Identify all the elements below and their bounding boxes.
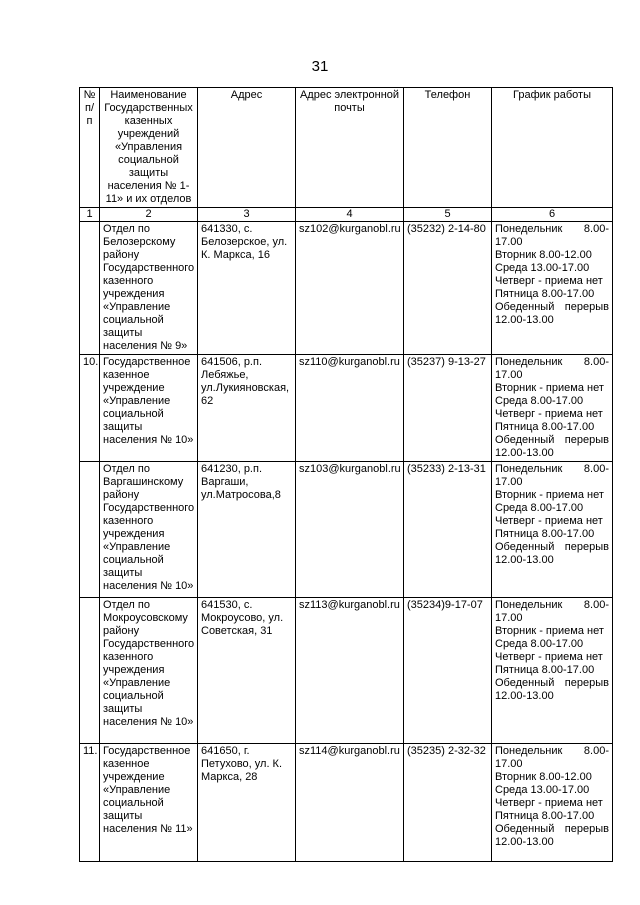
institution-phone: (35232) 2-14-80 bbox=[404, 222, 492, 355]
column-number: 2 bbox=[100, 208, 198, 222]
schedule-line: Пятница 8.00-17.00 bbox=[495, 288, 595, 300]
work-schedule bbox=[492, 355, 613, 462]
schedule-line: Пятница 8.00-17.00 bbox=[495, 664, 595, 676]
institution-email: sz113@kurganobl.ru bbox=[296, 598, 404, 744]
work-schedule bbox=[492, 222, 613, 355]
schedule-line: Обеденный перерыв 12.00-13.00 bbox=[495, 434, 609, 459]
institution-address: 641650, г. Петухово, ул. К. Маркса, 28 bbox=[198, 744, 296, 862]
header-schedule: График работы bbox=[492, 88, 613, 208]
schedule-line: Среда 8.00-17.00 bbox=[495, 395, 584, 407]
institution-address: 641530, с. Мокроусово, ул. Советская, 31 bbox=[198, 598, 296, 744]
institution-name: Государственное казенное учреждение «Управление социальной защиты населения № 10» bbox=[100, 355, 198, 462]
schedule-line: Обеденный перерыв 12.00-13.00 bbox=[495, 677, 609, 702]
institution-email: sz110@kurganobl.ru bbox=[296, 355, 404, 462]
institution-phone: (35235) 2-32-32 bbox=[404, 744, 492, 862]
schedule-line: Понедельник 8.00-17.00 bbox=[495, 745, 609, 770]
row-number bbox=[80, 598, 100, 744]
table-row bbox=[80, 355, 613, 462]
schedule-line: Пятница 8.00-17.00 bbox=[495, 421, 595, 433]
header-number: № п/п bbox=[80, 88, 100, 208]
schedule-line: Вторник - приема нет bbox=[495, 625, 604, 637]
schedule-line: Вторник 8.00-12.00 bbox=[495, 249, 592, 261]
institution-name: Государственное казенное учреждение «Управление социальной защиты населения № 11» bbox=[100, 744, 198, 862]
table-row bbox=[80, 462, 613, 598]
header-email: Адрес электронной почты bbox=[296, 88, 404, 208]
work-schedule bbox=[492, 744, 613, 862]
schedule-line: Пятница 8.00-17.00 bbox=[495, 810, 595, 822]
institution-name: Отдел по Варгашинскому району Государственного казенного учреждения «Управление социальной защиты населения № 10» bbox=[100, 462, 198, 598]
row-number bbox=[80, 462, 100, 598]
schedule-line: Четверг - приема нет bbox=[495, 515, 603, 527]
schedule-line: Четверг - приема нет bbox=[495, 651, 603, 663]
schedule-line: Пятница 8.00-17.00 bbox=[495, 528, 595, 540]
institution-phone: (35234)9-17-07 bbox=[404, 598, 492, 744]
institution-name: Отдел по Мокроусовскому району Государственного казенного учреждения «Управление социальной защиты населения № 10» bbox=[100, 598, 198, 744]
institution-address: 641506, р.п. Лебяжье, ул.Лукияновская, 62 bbox=[198, 355, 296, 462]
schedule-line: Четверг - приема нет bbox=[495, 797, 603, 809]
column-number: 3 bbox=[198, 208, 296, 222]
table-row bbox=[80, 598, 613, 744]
schedule-line: Среда 13.00-17.00 bbox=[495, 262, 590, 274]
work-schedule bbox=[492, 462, 613, 598]
column-number: 4 bbox=[296, 208, 404, 222]
column-number: 5 bbox=[404, 208, 492, 222]
schedule-line: Обеденный перерыв 12.00-13.00 bbox=[495, 823, 609, 848]
schedule-line: Обеденный перерыв 12.00-13.00 bbox=[495, 301, 609, 326]
row-number: 11. bbox=[80, 744, 100, 862]
schedule-line: Вторник - приема нет bbox=[495, 382, 604, 394]
institution-email: sz114@kurganobl.ru bbox=[296, 744, 404, 862]
schedule-line: Четверг - приема нет bbox=[495, 408, 603, 420]
institution-email: sz103@kurganobl.ru bbox=[296, 462, 404, 598]
column-number: 1 bbox=[80, 208, 100, 222]
header-phone: Телефон bbox=[404, 88, 492, 208]
institution-address: 641330, с. Белозерское, ул. К. Маркса, 16 bbox=[198, 222, 296, 355]
page-number: 31 bbox=[311, 58, 329, 75]
schedule-line: Среда 8.00-17.00 bbox=[495, 502, 584, 514]
institutions-table bbox=[79, 87, 613, 862]
table-row bbox=[80, 744, 613, 862]
schedule-line: Понедельник 8.00-17.00 bbox=[495, 463, 609, 488]
schedule-line: Вторник - приема нет bbox=[495, 489, 604, 501]
column-number: 6 bbox=[492, 208, 613, 222]
institution-address: 641230, р.п. Варгаши, ул.Матросова,8 bbox=[198, 462, 296, 598]
header-row bbox=[80, 88, 613, 208]
schedule-line: Четверг - приема нет bbox=[495, 275, 603, 287]
schedule-line: Среда 13.00-17.00 bbox=[495, 784, 590, 796]
institution-phone: (35233) 2-13-31 bbox=[404, 462, 492, 598]
schedule-line: Понедельник 8.00-17.00 bbox=[495, 356, 609, 381]
schedule-line: Обеденный перерыв 12.00-13.00 bbox=[495, 541, 609, 566]
schedule-line: Понедельник 8.00-17.00 bbox=[495, 223, 609, 248]
row-number bbox=[80, 222, 100, 355]
column-number-row bbox=[80, 208, 613, 222]
header-name: Наименование Государственных казенных учреждений «Управления социальной защиты населения № 1-11» и их отделов bbox=[100, 88, 198, 208]
schedule-line: Вторник 8.00-12.00 bbox=[495, 771, 592, 783]
row-number: 10. bbox=[80, 355, 100, 462]
institution-phone: (35237) 9-13-27 bbox=[404, 355, 492, 462]
institution-name: Отдел по Белозерскому району Государственного казенного учреждения «Управление социальной защиты населения № 9» bbox=[100, 222, 198, 355]
schedule-line: Среда 8.00-17.00 bbox=[495, 638, 584, 650]
header-address: Адрес bbox=[198, 88, 296, 208]
work-schedule bbox=[492, 598, 613, 744]
institution-email: sz102@kurganobl.ru bbox=[296, 222, 404, 355]
table-row bbox=[80, 222, 613, 355]
schedule-line: Понедельник 8.00-17.00 bbox=[495, 599, 609, 624]
